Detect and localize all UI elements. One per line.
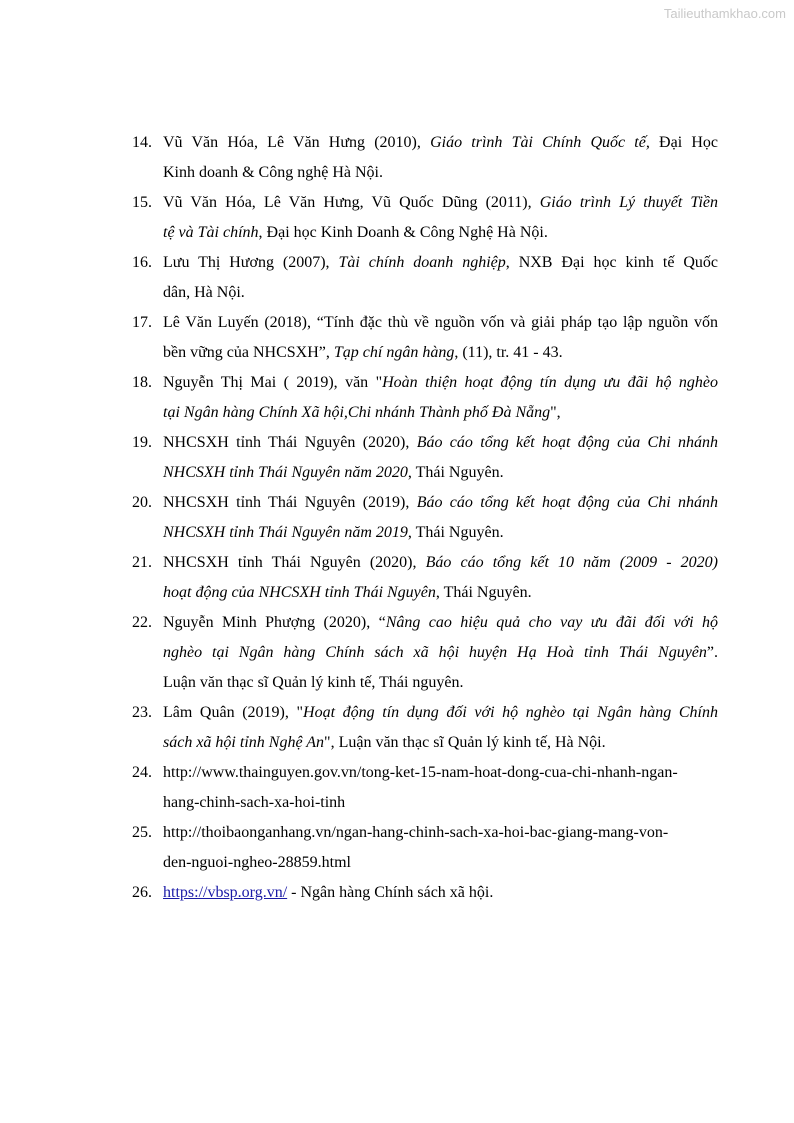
reference-item xyxy=(132,698,718,758)
reference-item xyxy=(132,488,718,548)
reference-item xyxy=(132,818,718,878)
reference-number: 26. xyxy=(132,884,152,901)
reference-line: den-nguoi-ngheo-28859.html xyxy=(163,854,351,871)
reference-item xyxy=(132,758,718,818)
reference-item xyxy=(132,428,718,488)
reference-line: https://vbsp.org.vn/ - Ngân hàng Chính sách xã hội. xyxy=(163,884,494,901)
reference-item xyxy=(132,878,718,908)
reference-line: http://www.thainguyen.gov.vn/tong-ket-15-nam-hoat-dong-cua-chi-nhanh-ngan- xyxy=(163,764,678,781)
watermark: Tailieuthamkhao.com xyxy=(663,6,786,21)
reference-number: 15. xyxy=(132,194,152,211)
reference-line: Nguyễn Minh Phượng (2020), “Nâng cao hiệu quả cho vay ưu đãi đối với hộ xyxy=(163,614,718,631)
reference-line: Vũ Văn Hóa, Lê Văn Hưng (2010), Giáo trình Tài Chính Quốc tế, Đại Học xyxy=(163,134,718,151)
reference-list xyxy=(132,128,718,908)
reference-line: nghèo tại Ngân hàng Chính sách xã hội huyện Hạ Hoà tỉnh Thái Nguyên”. xyxy=(163,644,718,661)
reference-line: Lưu Thị Hương (2007), Tài chính doanh nghiệp, NXB Đại học kinh tế Quốc xyxy=(163,254,719,271)
reference-number: 14. xyxy=(132,134,152,151)
reference-line: NHCSXH tỉnh Thái Nguyên (2019), Báo cáo tổng kết hoạt động của Chi nhánh xyxy=(163,494,718,511)
reference-line: Kinh doanh & Công nghệ Hà Nội. xyxy=(163,164,383,181)
reference-line: Lâm Quân (2019), "Hoạt động tín dụng đối với hộ nghèo tại Ngân hàng Chính xyxy=(163,704,718,721)
reference-number: 24. xyxy=(132,764,152,781)
reference-item xyxy=(132,188,718,248)
reference-line: hoạt động của NHCSXH tỉnh Thái Nguyên, Thái Nguyên. xyxy=(163,584,532,601)
reference-line: NHCSXH tỉnh Thái Nguyên năm 2020, Thái Nguyên. xyxy=(163,464,504,481)
reference-line: hang-chinh-sach-xa-hoi-tinh xyxy=(163,794,346,811)
reference-item xyxy=(132,128,718,188)
reference-line: Nguyễn Thị Mai ( 2019), văn "Hoàn thiện hoạt động tín dụng ưu đãi hộ nghèo xyxy=(163,374,718,391)
reference-line: NHCSXH tỉnh Thái Nguyên (2020), Báo cáo tổng kết hoạt động của Chi nhánh xyxy=(163,434,718,451)
reference-line: Lê Văn Luyến (2018), “Tính đặc thù về nguồn vốn và giải pháp tạo lập nguồn vốn xyxy=(163,314,718,331)
reference-line: dân, Hà Nội. xyxy=(163,284,245,301)
reference-item xyxy=(132,368,718,428)
reference-number: 21. xyxy=(132,554,152,571)
reference-line: Vũ Văn Hóa, Lê Văn Hưng, Vũ Quốc Dũng (2011), Giáo trình Lý thuyết Tiền xyxy=(163,194,718,211)
reference-number: 20. xyxy=(132,494,152,511)
reference-item xyxy=(132,548,718,608)
reference-number: 17. xyxy=(132,314,152,331)
reference-line: tệ và Tài chính, Đại học Kinh Doanh & Công Nghệ Hà Nội. xyxy=(163,224,548,241)
vbsp-link[interactable]: https://vbsp.org.vn/ xyxy=(163,884,288,901)
reference-item xyxy=(132,608,718,698)
reference-line: NHCSXH tỉnh Thái Nguyên năm 2019, Thái Nguyên. xyxy=(163,524,504,541)
reference-line: NHCSXH tỉnh Thái Nguyên (2020), Báo cáo tổng kết 10 năm (2009 - 2020) xyxy=(163,554,718,571)
reference-line: Luận văn thạc sĩ Quản lý kinh tế, Thái nguyên. xyxy=(163,674,464,691)
reference-line: bền vững của NHCSXH”, Tạp chí ngân hàng, (11), tr. 41 - 43. xyxy=(163,344,563,361)
reference-line: sách xã hội tỉnh Nghệ An", Luận văn thạc sĩ Quản lý kinh tế, Hà Nội. xyxy=(163,734,606,751)
reference-number: 18. xyxy=(132,374,152,391)
reference-number: 19. xyxy=(132,434,152,451)
reference-item xyxy=(132,248,718,308)
reference-number: 16. xyxy=(132,254,152,271)
reference-number: 23. xyxy=(132,704,152,721)
reference-item xyxy=(132,308,718,368)
reference-number: 22. xyxy=(132,614,152,631)
reference-line: tại Ngân hàng Chính Xã hội,Chi nhánh Thành phố Đà Nẵng", xyxy=(163,404,561,421)
reference-line: http://thoibaonganhang.vn/ngan-hang-chinh-sach-xa-hoi-bac-giang-mang-von- xyxy=(163,824,669,841)
reference-number: 25. xyxy=(132,824,152,841)
